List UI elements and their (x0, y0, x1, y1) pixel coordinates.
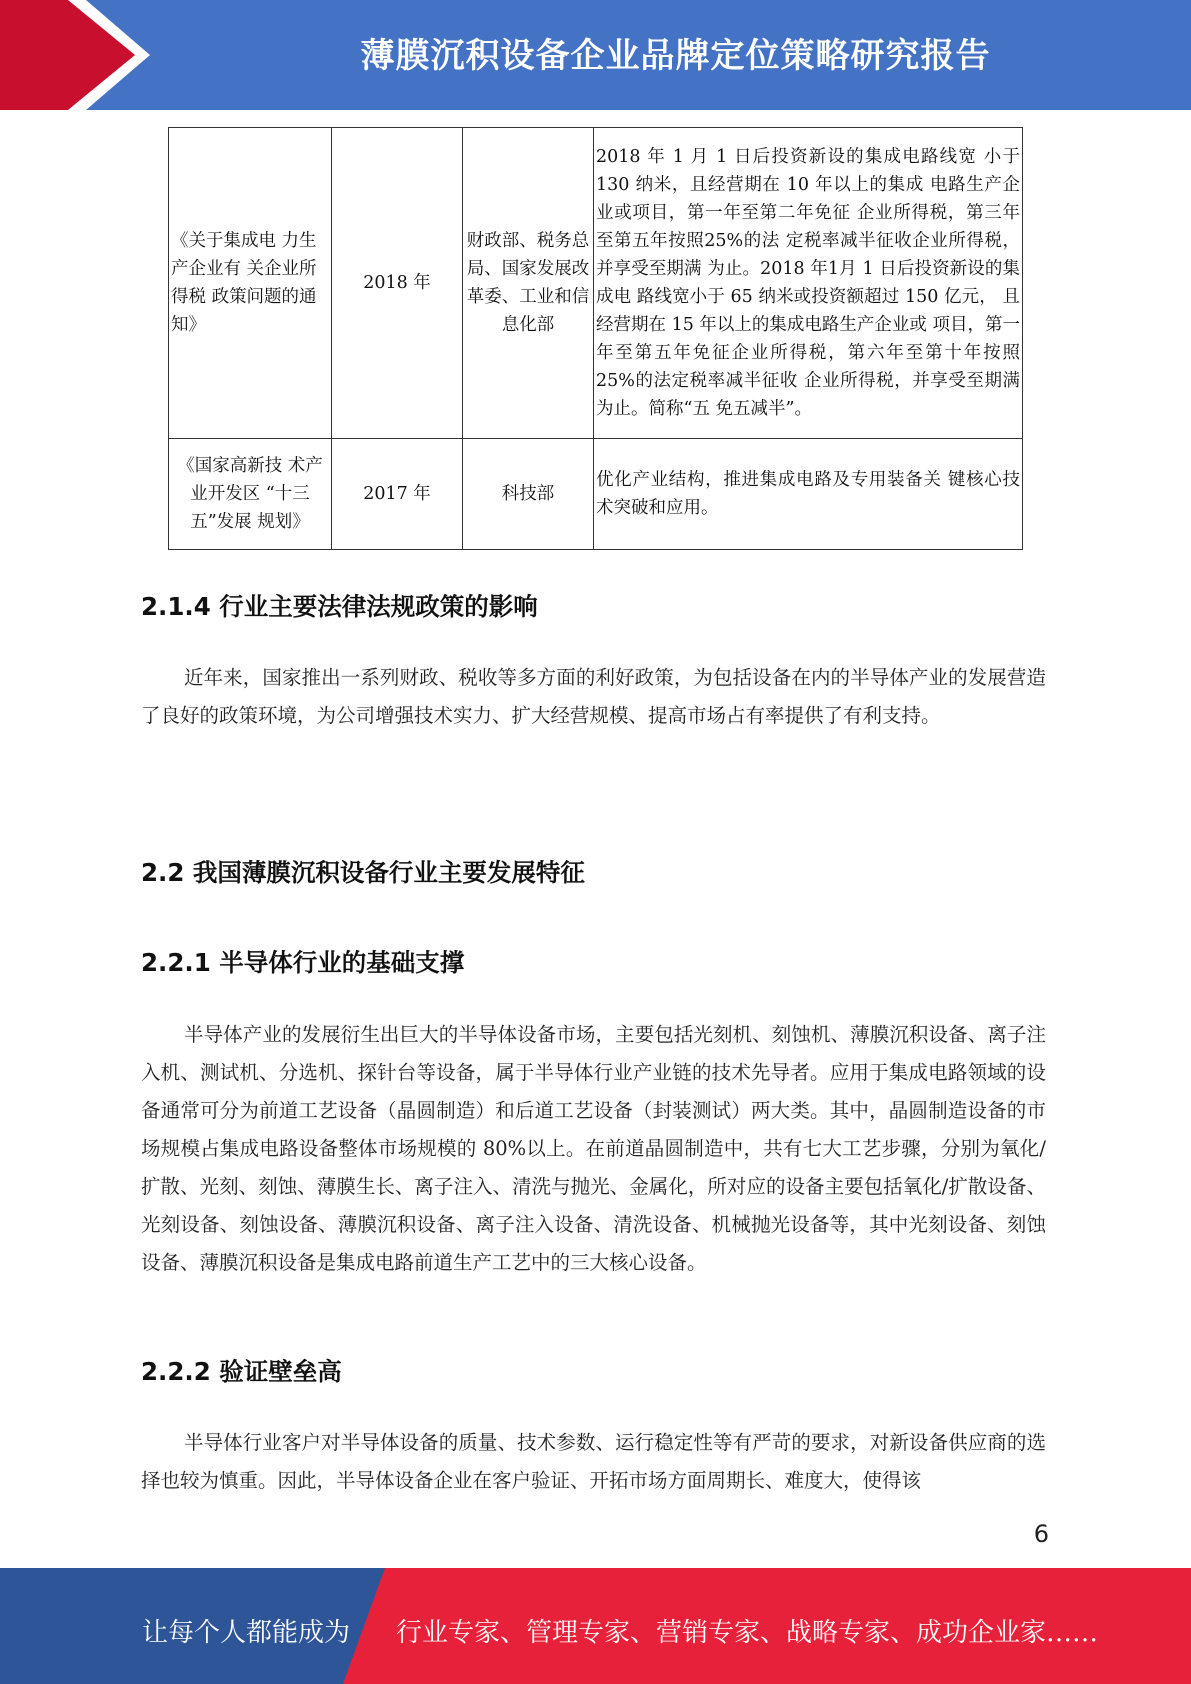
report-title: 薄膜沉积设备企业品牌定位策略研究报告 (360, 36, 991, 76)
table-row (169, 128, 1023, 439)
section-heading-2-2-1: 2.2.1 半导体行业的基础支撑 (141, 948, 465, 977)
policy-name-cell: 《关于集成电 力生产企业有 关企业所得税 政策问题的通 知》 (169, 128, 332, 439)
header-chevron-icon (0, 0, 140, 110)
page-footer (0, 1568, 1191, 1684)
policy-desc-cell: 2018 年 1 月 1 日后投资新设的集成电路线宽 小于 130 纳米，且经营期在 10 年以上的集成 电路生产企业或项目，第一年至第二年免征 企业所得税，第三年至第五年按照25%的法 定税率减半征收企业所得税，并享受至期满 为止。2018 年1月 1 日后投资新设的集成电 路线宽小于 65 纳米或投资额超过 150 亿元， 且经营期在 15 年以上的集成电路生产企业或 项目，第一年至第五年免征企业所得税，第六年至第十年按照 25%的法定税率减半征收 企业所得税，并享受至期满为止。简称“五 免五减半”。 (594, 128, 1023, 439)
policy-year-cell: 2018 年 (332, 128, 463, 439)
policy-name-cell: 《国家高新技 术产业开发区 “十三五”发展 规划》 (169, 439, 332, 550)
table-row (169, 439, 1023, 550)
policy-dept-cell: 财政部、税务总局、国家发展改革委、工业和信息化部 (463, 128, 594, 439)
section-heading-2-2-2: 2.2.2 验证壁垒高 (141, 1357, 342, 1386)
policy-desc-cell: 优化产业结构，推进集成电路及专用装备关 键核心技术突破和应用。 (594, 439, 1023, 550)
section-paragraph-2-2-2: 半导体行业客户对半导体设备的质量、技术参数、运行稳定性等有严苛的要求，对新设备供应商的选择也较为慎重。因此，半导体设备企业在客户验证、开拓市场方面周期长、难度大，使得该 (141, 1431, 1046, 1492)
footer-slogan-right: 行业专家、管理专家、营销专家、战略专家、成功企业家…… (396, 1618, 1099, 1648)
section-heading-2-1-4: 2.1.4 行业主要法律法规政策的影响 (141, 592, 538, 621)
policy-table (168, 127, 1023, 550)
section-heading-2-2: 2.2 我国薄膜沉积设备行业主要发展特征 (141, 858, 585, 887)
section-paragraph-2-1-4: 近年来，国家推出一系列财政、税收等多方面的利好政策，为包括设备在内的半导体产业的发展营造了良好的政策环境，为公司增强技术实力、扩大经营规模、提高市场占有率提供了有利支持。 (141, 666, 1046, 727)
page-number: 6 (1033, 1520, 1049, 1548)
policy-year-cell: 2017 年 (332, 439, 463, 550)
footer-slogan-left: 让每个人都能成为 (142, 1618, 351, 1648)
policy-dept-cell: 科技部 (463, 439, 594, 550)
section-paragraph-2-2-1: 半导体产业的发展衍生出巨大的半导体设备市场，主要包括光刻机、刻蚀机、薄膜沉积设备、离子注入机、测试机、分选机、探针台等设备，属于半导体行业产业链的技术先导者。应用于集成电路领域的设备通常可分为前道工艺设备（晶圆制造）和后道工艺设备（封装测试）两大类。其中，晶圆制造设备的市场规模占集成电路设备整体市场规模的 80%以上。在前道晶圆制造中，共有七大工艺步骤，分别为氧化/扩散、光刻、刻蚀、薄膜生长、离子注入、清洗与抛光、金属化，所对应的设备主要包括氧化/扩散设备、光刻设备、刻蚀设备、薄膜沉积设备、离子注入设备、清洗设备、机械抛光设备等，其中光刻设备、刻蚀设备、薄膜沉积设备是集成电路前道生产工艺中的三大核心设备。 (141, 1023, 1046, 1274)
page-header (0, 0, 1191, 110)
